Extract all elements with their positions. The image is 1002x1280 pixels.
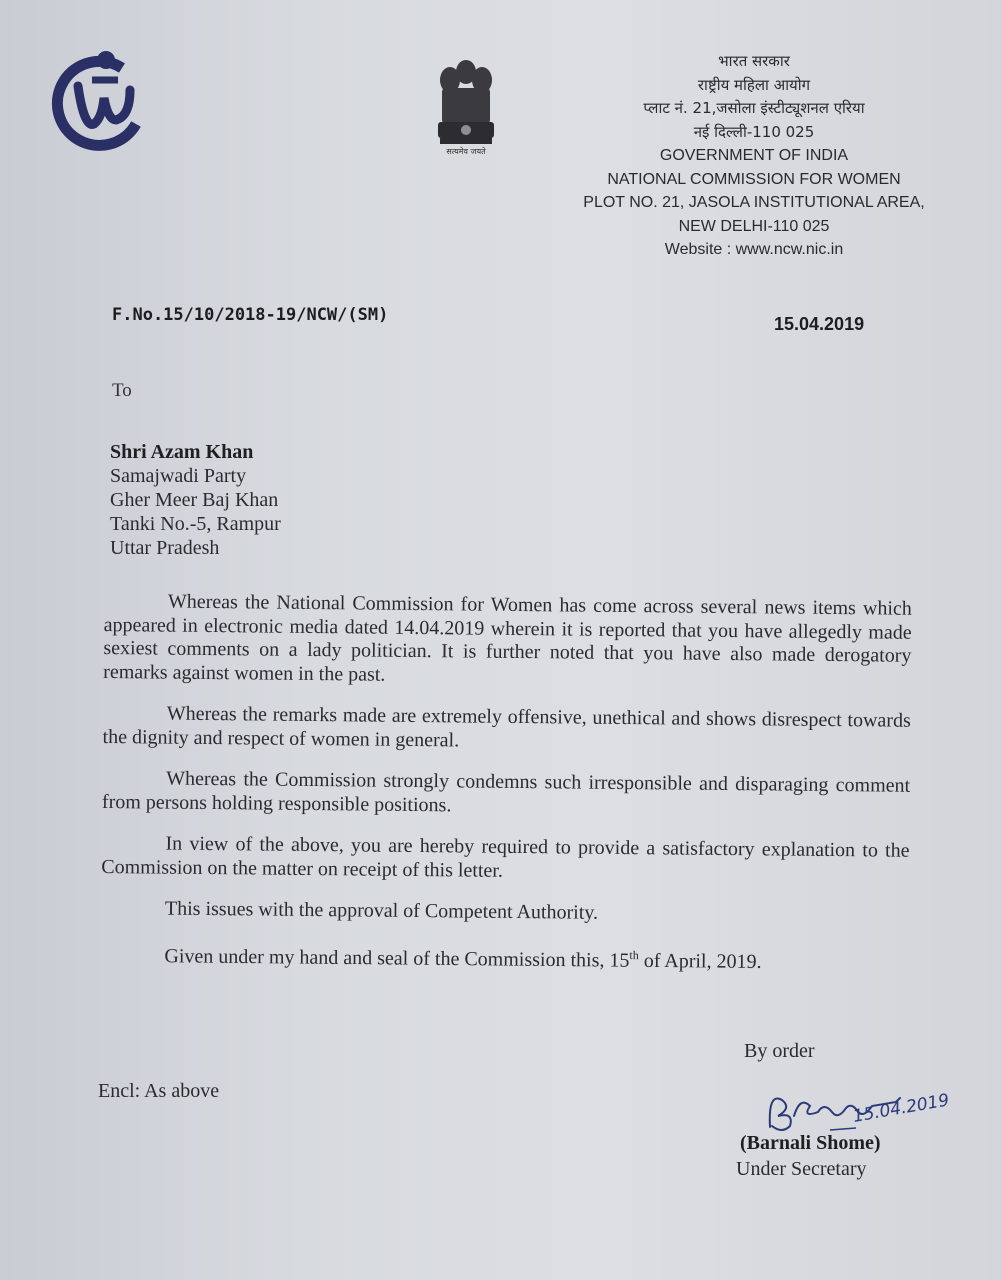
letterhead-hindi-line: नई दिल्ली-110 025 <box>693 122 815 141</box>
body-paragraph: Whereas the Commission strongly condemns such irresponsible and disparaging comment from persons holding responsible positions. <box>101 767 911 816</box>
letterhead <box>548 50 960 262</box>
by-order: By order <box>744 1040 815 1062</box>
address-line: Tanki No.-5, Rampur <box>110 513 281 535</box>
address-line: Gher Meer Baj Khan <box>110 489 279 511</box>
letterhead-english-line: GOVERNMENT OF INDIA <box>659 147 849 164</box>
ashoka-emblem-icon <box>430 50 502 160</box>
emblem-caption: सत्यमेव जयते <box>446 147 486 156</box>
letter-date: 15.04.2019 <box>774 314 865 334</box>
body-paragraph: In view of the above, you are hereby required to provide a satisfactory explanation to the Commission on the matter on receipt of this letter. <box>101 832 910 882</box>
body-paragraph: Whereas the National Commission for Women has come across several news items which appeared in electronic media dated 14.04.2019 wherein it is reported that you have allegedly made sexiest comments on a lady politician. It is further noted that you have also made derogatory remarks against women in the past. <box>103 590 912 686</box>
letter-body <box>100 590 912 993</box>
signature-date: 15.04.2019 <box>851 1090 951 1127</box>
ncw-logo-icon <box>44 46 154 156</box>
closing-text-start: Given under my hand and seal of the Commission this, 15 <box>164 944 630 972</box>
letterhead-website: Website : www.ncw.nic.in <box>664 241 844 258</box>
signatory-name: (Barnali Shome) <box>740 1132 881 1154</box>
closing-superscript: th <box>629 947 639 962</box>
enclosure-note: Encl: As above <box>98 1080 220 1102</box>
reference-number: F.No.15/10/2018-19/NCW/(SM) <box>112 305 389 325</box>
to-label: To <box>112 380 132 401</box>
closing-paragraph <box>100 938 908 975</box>
body-paragraph: Whereas the remarks made are extremely offensive, unethical and shows disrespect towards the dignity and respect of women in general. <box>102 702 911 751</box>
letterhead-english-line: NEW DELHI-110 025 <box>678 217 830 235</box>
letterhead-hindi-line: राष्ट्रीय महिला आयोग <box>697 75 811 94</box>
recipient-name: Shri Azam Khan <box>110 441 254 463</box>
letterhead-english-line: PLOT NO. 21, JASOLA INSTITUTIONAL AREA, <box>583 194 925 211</box>
body-paragraph: This issues with the approval of Competent Authority. <box>164 897 599 924</box>
signatory-designation: Under Secretary <box>736 1158 867 1180</box>
letterhead-english-line: NATIONAL COMMISSION FOR WOMEN <box>607 170 901 188</box>
recipient-address <box>110 440 281 560</box>
letterhead-hindi-line: प्लाट नं. 21,जसोला इंस्टीट्यूशनल एरिया <box>643 99 865 117</box>
letterhead-hindi-line: भारत सरकार <box>718 52 790 70</box>
address-line: Uttar Pradesh <box>110 537 220 559</box>
address-line: Samajwadi Party <box>110 465 247 487</box>
closing-text-end: of April, 2019. <box>638 949 762 973</box>
